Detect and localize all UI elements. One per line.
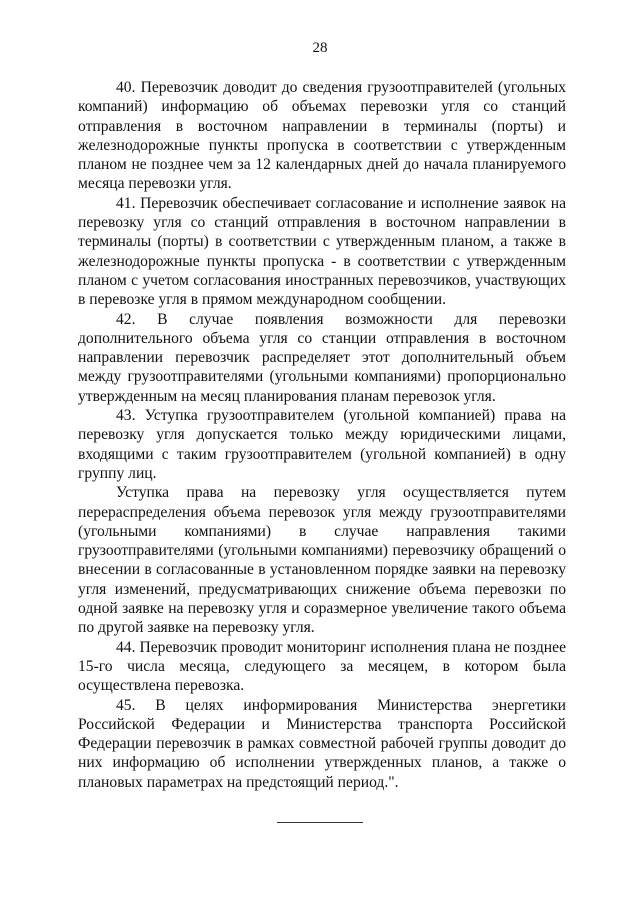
end-separator-line — [277, 822, 363, 823]
paragraph-42: 42. В случае появления возможности для перевозки дополнительного объема угля со станции отправления в восточном направлении перевозчик распределяет этот дополнительный объем между грузоотправителями (угольными компаниями) пропорционально утвержденным на месяц планирования планам перевозок угля. — [78, 310, 566, 405]
paragraph-45: 45. В целях информирования Министерства энергетики Российской Федерации и Министерства транспорта Российской Федерации перевозчик в рамках совместной рабочей группы доводит до них информацию об исполнении утвержденных планов, а также о плановых параметрах на предстоящий период.". — [78, 696, 566, 791]
paragraph-44: 44. Перевозчик проводит мониторинг исполнения плана не позднее 15-го числа месяца, следующего за месяцем, в котором была осуществлена перевозка. — [78, 638, 566, 695]
page-number: 28 — [312, 40, 328, 56]
document-body — [78, 78, 566, 792]
paragraph-43-continued: Уступка права на перевозку угля осуществляется путем перераспределения объема перевозок угля между грузоотправителями (угольными компаниями) в случае направления такими грузоотправителями (угольными компаниями) перевозчику обращений о внесении в согласованные в установленном порядке заявки на перевозку угля изменений, предусматривающих снижение объема перевозки по одной заявке на перевозку угля и соразмерное увеличение такого объема по другой заявке на перевозку угля. — [78, 484, 566, 637]
paragraph-41: 41. Перевозчик обеспечивает согласование и исполнение заявок на перевозку угля со станций отправления в восточном направлении в терминалы (порты) в соответствии с утвержденным планом, а также в железнодорожные пункты пропуска - в соответствии с утвержденным планом с учетом согласования иностранных перевозчиков, участвующих в перевозке угля в прямом международном сообщении. — [78, 194, 566, 309]
paragraph-43: 43. Уступка грузоотправителем (угольной компанией) права на перевозку угля допускается только между юридическими лицами, входящими с таким грузоотправителем (угольной компанией) в одну группу лиц. — [78, 407, 566, 482]
paragraph-40: 40. Перевозчик доводит до сведения грузоотправителей (угольных компаний) информацию об объемах перевозки угля со станций отправления в восточном направлении в терминалы (порты) и железнодорожные пункты пропуска в соответствии с утвержденным планом не позднее чем за 12 календарных дней до начала планируемого месяца перевозки угля. — [78, 79, 566, 193]
